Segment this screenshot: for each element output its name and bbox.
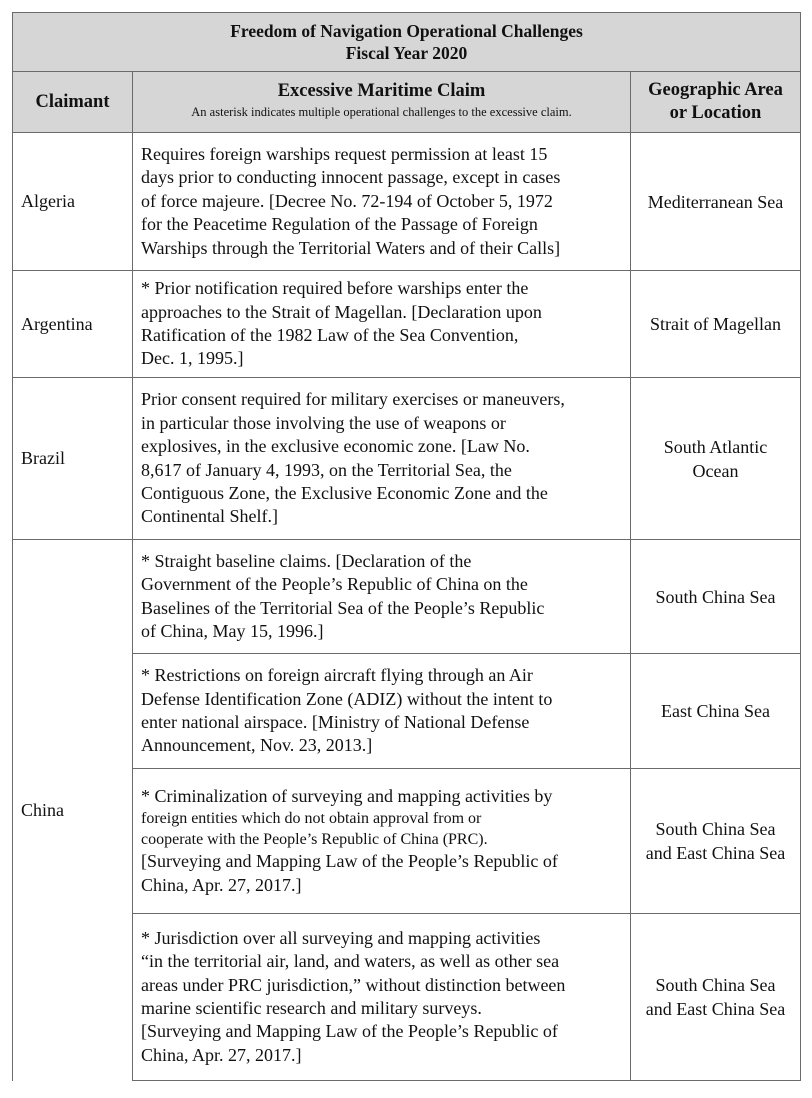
claim-line: Baselines of the Territorial Sea of the People’s Republic	[141, 597, 545, 618]
claimant-cell: Brazil	[13, 378, 133, 540]
claim-line: * Criminalization of surveying and mapping activities by	[141, 785, 553, 806]
claim-cell	[133, 378, 631, 540]
location-cell	[631, 540, 801, 654]
claim-line: “in the territorial air, land, and waters, as well as other sea	[141, 951, 560, 972]
claim-line: foreign entities which do not obtain approval from or	[141, 810, 482, 828]
claim-line: of force majeure. [Decree No. 72-194 of October 5, 1972	[141, 190, 553, 211]
claim-line: * Jurisdiction over all surveying and mapping activities	[141, 927, 541, 948]
claim-line: China, Apr. 27, 2017.]	[141, 1044, 302, 1065]
claimant-header: Claimant	[13, 72, 133, 133]
claim-cell	[133, 133, 631, 271]
claimant-cell: China	[13, 540, 133, 1081]
claim-header-note: An asterisk indicates multiple operational challenges to the excessive claim.	[191, 105, 572, 119]
location-line: South China Sea	[655, 819, 776, 839]
location-line: East China Sea	[661, 701, 770, 721]
location-cell	[631, 769, 801, 914]
table-body	[13, 133, 801, 1081]
table-row	[13, 133, 801, 271]
claim-line: [Surveying and Mapping Law of the People’s Republic of	[141, 851, 558, 872]
claim-line: explosives, in the exclusive economic zone. [Law No.	[141, 436, 530, 457]
claim-line: Government of the People’s Republic of China on the	[141, 574, 528, 595]
claim-line: for the Peacetime Regulation of the Passage of Foreign	[141, 214, 538, 235]
location-line: Strait of Magellan	[650, 314, 781, 334]
location-header-line-2: or Location	[669, 103, 762, 123]
claim-line: [Surveying and Mapping Law of the People’s Republic of	[141, 1021, 558, 1042]
claim-header-title: Excessive Maritime Claim	[277, 81, 486, 101]
table-title	[13, 13, 801, 72]
claim-line: of China, May 15, 1996.]	[141, 620, 324, 641]
claim-line: areas under PRC jurisdiction,” without distinction between	[141, 974, 566, 995]
claim-line: approaches to the Strait of Magellan. [Declaration upon	[141, 301, 542, 322]
claim-line: Requires foreign warships request permission at least 15	[141, 143, 548, 164]
claim-line: days prior to conducting innocent passage, except in cases	[141, 167, 561, 188]
claim-cell	[133, 914, 631, 1081]
claim-cell	[133, 769, 631, 914]
table-row	[13, 271, 801, 378]
location-line: and East China Sea	[645, 843, 786, 863]
location-line: Mediterranean Sea	[647, 191, 784, 212]
location-header-line-1: Geographic Area	[648, 80, 783, 100]
location-cell	[631, 271, 801, 378]
column-header-row	[13, 72, 801, 133]
location-line: and East China Sea	[645, 999, 786, 1019]
claim-line: cooperate with the People’s Republic of China (PRC).	[141, 831, 488, 849]
fonops-table	[12, 12, 801, 1081]
claim-line: Contiguous Zone, the Exclusive Economic Zone and the	[141, 482, 548, 503]
table-row	[13, 378, 801, 540]
location-line: South Atlantic	[663, 436, 768, 457]
claim-line: in particular those involving the use of weapons or	[141, 412, 506, 433]
claim-line: Dec. 1, 1995.]	[141, 348, 244, 369]
location-line: South China Sea	[655, 975, 776, 995]
claim-line: Continental Shelf.]	[141, 506, 278, 527]
location-line: South China Sea	[655, 586, 776, 607]
table-banner-row	[13, 13, 801, 72]
title-line-1: Freedom of Navigation Operational Challenges	[230, 21, 583, 41]
location-header	[631, 72, 801, 133]
claim-line: * Restrictions on foreign aircraft flying through an Air	[141, 665, 533, 686]
claim-line: Ratification of the 1982 Law of the Sea Convention,	[141, 325, 519, 345]
claim-line: * Straight baseline claims. [Declaration of the	[141, 550, 472, 571]
claim-line: enter national airspace. [Ministry of National Defense	[141, 712, 530, 732]
claim-line: China, Apr. 27, 2017.]	[141, 874, 302, 895]
claim-cell	[133, 271, 631, 378]
claim-line: 8,617 of January 4, 1993, on the Territorial Sea, the	[141, 459, 512, 480]
location-cell	[631, 378, 801, 540]
location-line: Ocean	[692, 460, 739, 481]
claim-line: Warships through the Territorial Waters and of their Calls]	[141, 237, 561, 258]
location-cell	[631, 654, 801, 769]
claim-line: marine scientific research and military surveys.	[141, 998, 482, 1018]
claim-line: Defense Identification Zone (ADIZ) without the intent to	[141, 688, 553, 709]
claim-cell	[133, 654, 631, 769]
claim-header	[133, 72, 631, 133]
claimant-cell: Argentina	[13, 271, 133, 378]
claim-cell	[133, 540, 631, 654]
location-cell	[631, 133, 801, 271]
claimant-cell: Algeria	[13, 133, 133, 271]
claim-line: Prior consent required for military exercises or maneuvers,	[141, 389, 565, 410]
fonops-document	[12, 12, 800, 1081]
location-cell	[631, 914, 801, 1081]
table-row	[13, 540, 801, 654]
claim-line: Announcement, Nov. 23, 2013.]	[141, 735, 373, 756]
claim-line: * Prior notification required before warships enter the	[141, 278, 529, 299]
title-line-2: Fiscal Year 2020	[345, 43, 468, 63]
